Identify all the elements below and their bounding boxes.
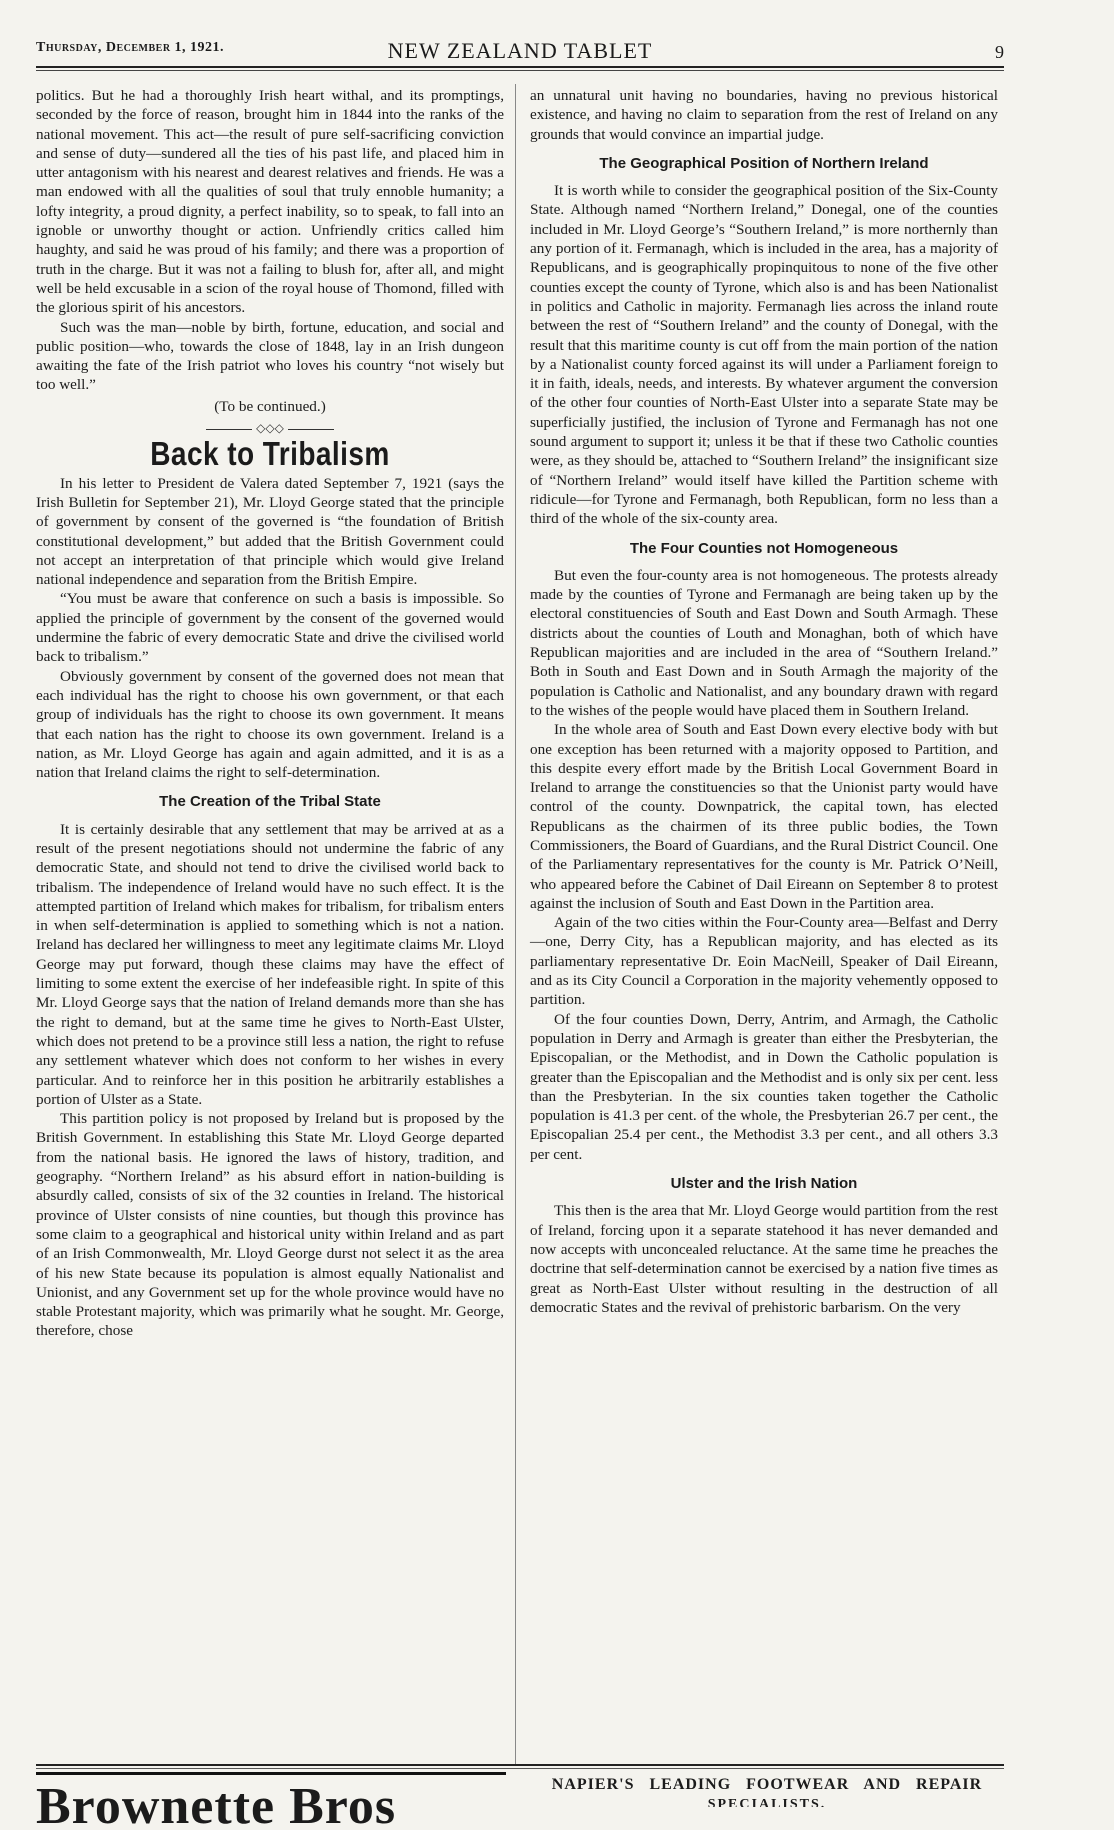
column-separator <box>515 84 516 1764</box>
section-subheading: Ulster and the Irish Nation <box>670 1175 858 1193</box>
paragraph: In the whole area of South and East Down every elective body with but one exception has been returned with a majority opposed to Partition, and this despite every effort made by the British Local Government Board in Ireland to arrange the constituencies so that the Unionist party would have control of the county. Downpatrick, the capital town, has elected Republicans as the chairmen of its three public bodies, the Town Commissioners, the Board of Guardians, and the Rural District Council. One of the Parliamentary representatives for the county is Mr. Patrick O’Neill, who appeared before the Cabinet of Dail Eireann on September 8 to protest against the inclusion of South and East Down in the Partition area. <box>530 721 998 912</box>
page-number: 9 <box>995 42 1004 62</box>
paragraph: It is certainly desirable that any settlement that may be arrived at as a result of the present negotiations should not undermine the fabric of any democratic State, and should not tend to drive the civilised world back to tribalism. The independence of Ireland would have no such effect. It is the attempted partition of Ireland which makes for tribalism, for tribalism enters in when self-determination is applied to something which is not a nation. Ireland has declared her willingness to meet any legitimate claims Mr. Lloyd George may put forward, though these claims may have the effect of limiting to some extent the exercise of her indefeasible right. In spite of this Mr. Lloyd George says that the nation of Ireland demands more than she has the right to demand, but at the same time he gives to North-East Ulster, which does not pretend to be a province still less a nation, the right to refuse any settlement whatever which does not conform to her wishes in every particular. And to reinforce her in this position he arbitrarily establishes a portion of Ulster as a State. <box>36 820 504 1108</box>
page-header <box>36 38 1004 64</box>
tagline-text: NAPIER'S LEADING FOOTWEAR AND REPAIR <box>551 1776 983 1793</box>
publication-title: NEW ZEALAND TABLET <box>387 38 653 63</box>
paragraph: This partition policy is not proposed by Ireland but is proposed by the British Government. In establishing this State Mr. Lloyd George departed from the national basis. He ignored the laws of history, tradition, and geography. “Northern Ireland” as his absurd effort in nation-building is absurdly called, consists of six of the 32 counties in Ireland. The historical province of Ulster consists of nine counties, but though this province has some claim to a geographical and historical unity within Ireland and as part of an Irish Commonwealth, Mr. Lloyd George durst not select it as the area of his new State because its population is almost equally Nationalist and Unionist, and any Government set up for the whole province would have no stable Protestant majority, which was primarily what he sought. Mr. George, therefore, chose <box>36 1110 504 1340</box>
paragraph: Obviously government by consent of the governed does not mean that each individual has the right to choose his own government, or that each group of individuals has the right to choose its own government. It means that each nation has the right to choose its own government. Ireland is a nation, as Mr. Lloyd George has again and again admitted, and it is as a nation that Ireland claims the right to self-determination. <box>36 667 504 782</box>
paragraph: “You must be aware that conference on such a basis is impossible. So applied the principle of government by the consent of the governed would undermine the fabric of every democratic State and drive the civilised world back to tribalism.” <box>36 590 504 666</box>
header-rule-thin <box>36 70 1004 71</box>
paragraph: In his letter to President de Valera dated September 7, 1921 (says the Irish Bulletin for September 21), Mr. Lloyd George stated that the principle of government by consent of the governed is “the foundation of British constitutional development,” but added that the British Government could not accept an interpretation of that principle which would give Ireland national independence and separation from the British Empire. <box>36 474 504 589</box>
section-subheading: The Four Counties not Homogeneous <box>629 539 899 557</box>
footer-rule <box>36 1764 1004 1766</box>
section-subheading: The Geographical Position of Northern Ireland <box>599 154 929 172</box>
section-divider: ◇◇◇ <box>36 419 504 438</box>
continued-note: (To be continued.) <box>214 397 326 415</box>
footer-rule-thin <box>36 1768 1004 1769</box>
paragraph: Again of the two cities within the Four-County area—Belfast and Derry—one, Derry City, has a Republican majority, and has elected as its parliamentary representative Dr. Eoin MacNeill, Speaker of Dail Eireann, and as its City Council a Corporation in the majority vehemently opposed to partition. <box>530 914 998 1009</box>
paragraph: This then is the area that Mr. Lloyd George would partition from the rest of Ireland, forcing upon it a separate statehood it has never demanded and now accepts with unconcealed reluctance. At the same time he preaches the doctrine that self-determination cannot be exercised by a nation five times as great as North-East Ulster without resulting in the destruction of all democratic States and the revival of prehistoric barbarism. On the very <box>530 1202 998 1316</box>
paragraph: an unnatural unit having no boundaries, having no previous historical existence, and having no claim to separation from the rest of Ireland on any grounds that would convince an impartial judge. <box>530 87 998 143</box>
ad-bar <box>36 1772 506 1775</box>
article-heading: Back to Tribalism <box>150 435 390 473</box>
advertisement-tagline <box>530 1776 1004 1807</box>
header-rule <box>36 66 1004 68</box>
paragraph: Such was the man—noble by birth, fortune, education, and social and public position—who, towards the close of 1848, lay in an Irish dungeon awaiting the fate of the Irish patriot who loves his country “not wisely but too well.” <box>36 318 504 394</box>
paragraph: politics. But he had a thoroughly Irish heart withal, and its promptings, seconded by the force of reason, brought him in 1844 into the ranks of the national movement. This act—the result of pure self-sacrificing conviction and sense of duty—sundered all the ties of his past life, and placed him in utter antagonism with his nearest and dearest relatives and friends. He was a man endowed with all the qualities of soul that truly ennoble humanity; a lofty integrity, a proud dignity, a perfect inability, so to speak, to fall into an ignoble or unworthy thought or action. Unfriendly critics called him haughty, and said he was proud of his family; and there was a proportion of truth in the charge. But it was not a failing to blush for, after all, and might well be held excusable in a scion of the royal house of Thomond, filled with the glorious spirit of his ancestors. <box>36 87 504 317</box>
right-column <box>530 86 998 1317</box>
section-subheading: The Creation of the Tribal State <box>159 793 381 811</box>
paragraph: Of the four counties Down, Derry, Antrim, and Armagh, the Catholic population in Derry and Armagh is greater than either the Presbyterian, the Episcopalian, or the Methodist, and in Down the Catholic population is greater than the Episcopalian and the Methodist and is only six per cent. less than the Presbyterian. In the six counties taken together the Catholic population is 41.3 per cent. of the whole, the Presbyterian 26.7 per cent., the Episcopalian 25.4 per cent., the Methodist 3.3 per cent., and all others 3.3 per cent. <box>530 1010 998 1163</box>
paragraph: It is worth while to consider the geographical position of the Six-County State. Although named “Northern Ireland,” Donegal, one of the counties included in Mr. Lloyd George’s “Southern Ireland,” is more northernly than any portion of it. Fermanagh, which is included in the area, has a majority of Republicans, and is geographically propinquitous to none of the five other counties except the county of Tyrone, which also is and has been Nationalist in politics and Catholic in majority. Fermanagh lies across the inland route between the rest of “Southern Ireland” and the county of Donegal, with the result that this maritime county is cut off from the main portion of the nation by a Nationalist county forced against its will under a Parliament foreign to it in faith, ideals, needs, and interests. By whatever argument the conversion of the other four counties of North-East Ulster into a separate State may be superficially justified, the inclusion of Tyrone and Fermanagh has not one sound argument to support it; unless it be that if these two Catholic counties were, as they should be, attached to “Southern Ireland” the insignificant size of “Northern Ireland” would itself have killed the Partition scheme with ridicule—for Tyrone and Fermanagh, both Republican, form no less than a third of the whole of the six-county area. <box>530 182 998 528</box>
paragraph: But even the four-county area is not homogeneous. The protests already made by the counties of Tyrone and Fermanagh are being taken up by the electoral constituencies of South and East Down and South Armagh. These districts about the counties of Louth and Monaghan, both of which have Republican majorities and are included in the area of “Southern Ireland.” Both in South and East Down and in South Armagh the majority of the population is Catholic and Nationalist, and any boundary drawn with regard to the wishes of the people would have placed them in Southern Ireland. <box>530 566 998 719</box>
brand-name: Brownette Bros <box>36 1778 397 1828</box>
issue-date: Thursday, December 1, 1921. <box>36 40 225 55</box>
advertisement-brand <box>36 1772 506 1828</box>
tagline-text-2: SPECIALISTS. <box>707 1797 827 1807</box>
left-column <box>36 86 504 1341</box>
